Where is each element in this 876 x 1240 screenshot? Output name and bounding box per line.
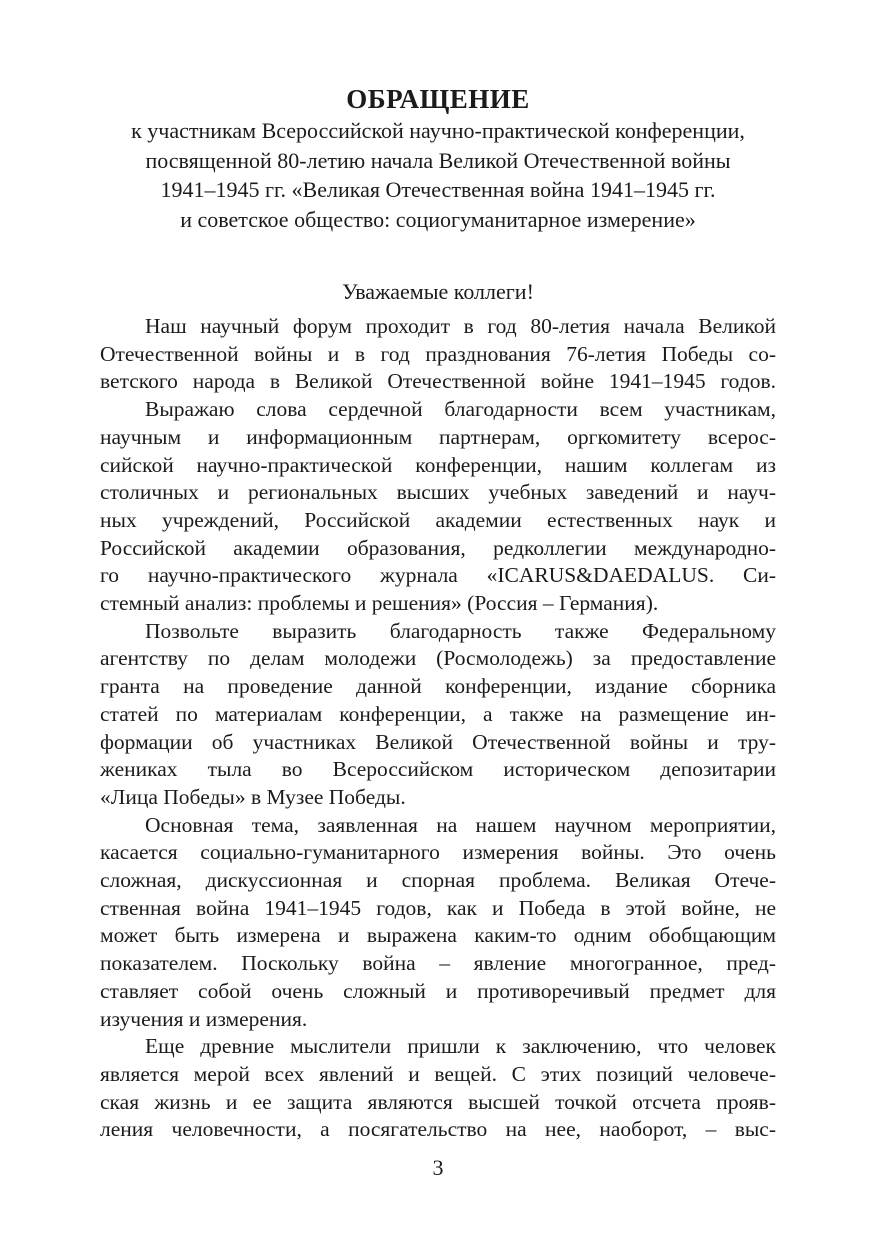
text-line: го научно-практического журнала «ICARUS&DAEDALUS. Си- bbox=[100, 563, 776, 588]
text-line: научным и информационным партнерам, оргкомитету всерос- bbox=[100, 424, 776, 449]
paragraph bbox=[100, 618, 776, 812]
text-line: является мерой всех явлений и вещей. С этих позиций человече- bbox=[100, 1061, 776, 1086]
subtitle-line: и советское общество: социогуманитарное измерение» bbox=[180, 206, 696, 232]
text-line: Наш научный форум проходит в год 80-летия начала Великой bbox=[145, 314, 776, 338]
page-title: ОБРАЩЕНИЕ bbox=[346, 84, 530, 114]
paragraph bbox=[100, 1033, 776, 1144]
text-line: Основная тема, заявленная на нашем научном мероприятии, bbox=[145, 812, 776, 837]
text-line: столичных и региональных высших учебных заведений и науч- bbox=[100, 480, 776, 505]
text-line: касается социально-гуманитарного измерения войны. Это очень bbox=[100, 840, 776, 865]
text-line: может быть измерена и выражена каким-то одним обобщающим bbox=[100, 923, 776, 948]
text-line: ская жизнь и ее защита являются высшей точкой отсчета прояв- bbox=[100, 1089, 776, 1114]
text-line: Отечественной войны и в год празднования 76-летия Победы со- bbox=[100, 341, 776, 366]
body-text bbox=[100, 313, 776, 1144]
paragraph bbox=[100, 812, 776, 1034]
text-line: ления человечности, а посягательство на нее, наоборот, – выс- bbox=[100, 1117, 776, 1142]
text-line: Еще древние мыслители пришли к заключению, что человек bbox=[145, 1034, 776, 1059]
text-line: ных учреждений, Российской академии естественных наук и bbox=[100, 507, 776, 532]
text-line: Позвольте выразить благодарность также Федеральному bbox=[145, 618, 776, 643]
text-line: показателем. Поскольку война – явление многогранное, пред- bbox=[100, 951, 776, 976]
text-line: «Лица Победы» в Музее Победы. bbox=[100, 784, 406, 809]
text-line: статей по материалам конференции, а также на размещение ин- bbox=[100, 701, 776, 726]
text-line: ветского народа в Великой Отечественной войне 1941–1945 годов. bbox=[100, 369, 776, 394]
text-line: жениках тыла во Всероссийском историческом депозитарии bbox=[100, 757, 776, 782]
text-line: сложная, дискуссионная и спорная проблема. Великая Отече- bbox=[100, 868, 776, 893]
text-line: формации об участниках Великой Отечественной войны и тру- bbox=[100, 729, 776, 754]
subtitle-line: посвященной 80-летию начала Великой Отечественной войны bbox=[145, 147, 731, 173]
salutation: Уважаемые коллеги! bbox=[342, 279, 534, 304]
text-line: изучения и измерения. bbox=[100, 1006, 308, 1031]
subtitle-line: 1941–1945 гг. «Великая Отечественная война 1941–1945 гг. bbox=[160, 177, 716, 202]
text-line: Российской академии образования, редколлегии международно- bbox=[100, 535, 776, 560]
text-line: Выражаю слова сердечной благодарности всем участникам, bbox=[145, 397, 776, 422]
paragraph bbox=[100, 313, 776, 396]
text-line: сийской научно-практической конференции, нашим коллегам из bbox=[100, 452, 776, 477]
text-line: гранта на проведение данной конференции, издание сборника bbox=[100, 674, 776, 699]
subtitle-line: к участникам Всероссийской научно-практической конференции, bbox=[131, 118, 745, 143]
text-line: агентству по делам молодежи (Росмолодежь) за предоставление bbox=[100, 646, 776, 671]
text-line: стемный анализ: проблемы и решения» (Россия – Германия). bbox=[100, 591, 659, 616]
text-line: ставляет собой очень сложный и противоречивый предмет для bbox=[100, 978, 776, 1003]
document-subtitle bbox=[100, 116, 776, 234]
page-number: 3 bbox=[432, 1155, 444, 1180]
paragraph bbox=[100, 396, 776, 618]
text-line: ственная война 1941–1945 годов, как и Победа в этой войне, не bbox=[100, 895, 776, 920]
